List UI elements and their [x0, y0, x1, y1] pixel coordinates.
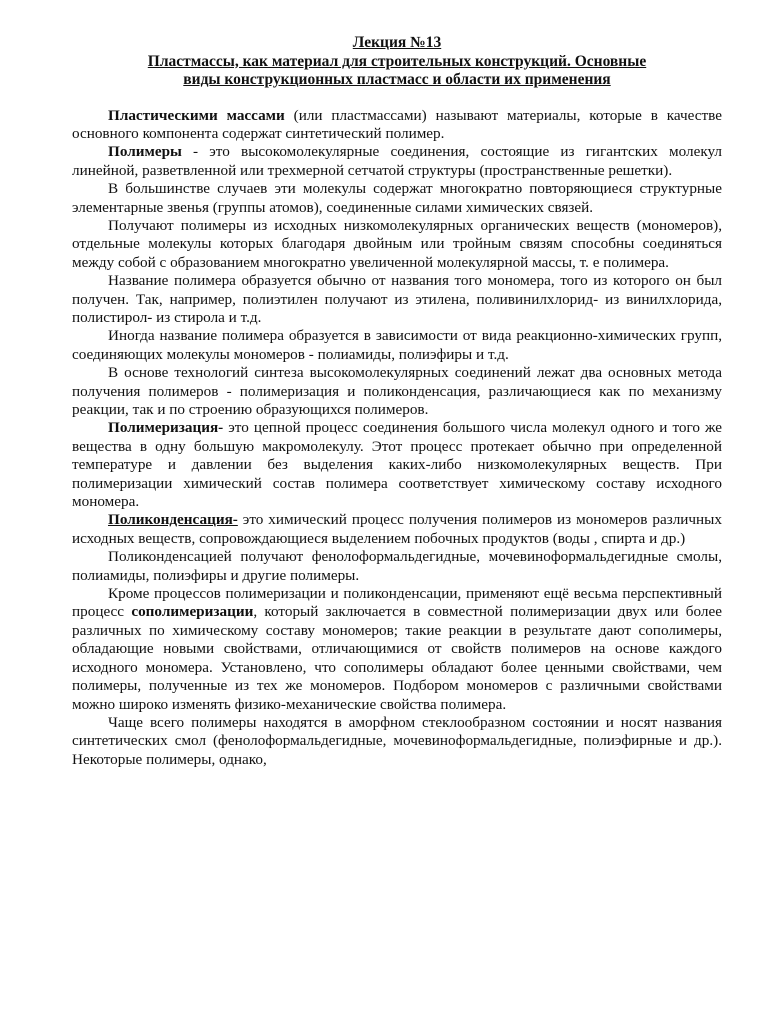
- paragraph-text: , который заключается в совместной полимеризации двух или более различных по химическому составу мономеров; такие реакции в результате дают сополимеры, обладающие новыми свойствами, отличающимися от свойств полимеров на основе каждого исходного мономера. Установлено, что сополимеры обладают более ценными свойствами, чем полимеры, полученные из тех же мономеров. Подбором мономеров с различными свойствами можно широко изменять физико-механические свойства полимера.: [72, 603, 722, 713]
- paragraph-text: это цепной процесс соединения большого числа молекул одного и того же вещества в одну большую макромолекулу. Этот процесс протекает обычно при определенной температуре и давлении без выделения каких-либо низкомолекулярных веществ. При полимеризации химический состав полимера соответствует химическому составу исходного мономера.: [72, 419, 722, 511]
- paragraph-molecules: В большинстве случаев эти молекулы содержат многократно повторяющиеся структурные элементарные звенья (группы атомов), соединенные силами химических связей.: [72, 180, 722, 216]
- lecture-title-line-1: Пластмассы, как материал для строительных конструкций. Основные: [147, 52, 647, 70]
- term-polycondensation: Поликонденсация-: [108, 511, 238, 529]
- lecture-title-line-2: виды конструкционных пластмасс и области их применения: [183, 71, 611, 88]
- lecture-header: [72, 34, 722, 90]
- paragraph-text: - это высокомолекулярные соединения, состоящие из гигантских молекул линейной, разветвленной или трехмерной сетчатой структуры (пространственные решетки).: [72, 143, 722, 179]
- document-body: [72, 107, 722, 770]
- paragraph-text: Кроме процессов полимеризации и поликонденсации, применяют ещё весьма перспективный процесс: [72, 585, 722, 621]
- paragraph-polymers-definition: [72, 143, 722, 180]
- term-polymers: Полимеры: [108, 143, 182, 161]
- lecture-number: Лекция №13: [352, 34, 442, 51]
- paragraph-plastics-definition: [72, 107, 722, 144]
- paragraph-polycondensation-products: Поликонденсацией получают фенолоформальдегидные, мочевиноформальдегидные смолы, полиамиды, полиэфиры и другие полимеры.: [72, 548, 722, 584]
- paragraph-monomers: Получают полимеры из исходных низкомолекулярных органических веществ (мономеров), отдельные молекулы которых благодаря двойным или тройным связям способны соединяться между собой с образованием многократно увеличенной молекулярной массы, т. е полимера.: [72, 216, 722, 271]
- term-polymerization: Полимеризация-: [108, 419, 224, 437]
- term-plastics: Пластическими массами: [108, 106, 285, 124]
- document-page: [72, 34, 722, 769]
- paragraph-polycondensation: [72, 511, 722, 548]
- paragraph-copolymerization: [72, 585, 722, 714]
- paragraph-polymer-naming: Название полимера образуется обычно от названия того мономера, того из которого он был получен. Так, например, полиэтилен получают из этилена, поливинилхлорид- из винилхлорида, полистирол- из стирола и т.д.: [72, 272, 722, 326]
- paragraph-text: это химический процесс получения полимеров из мономеров различных исходных веществ, сопровождающиеся выделением побочных продуктов (воды , спирта и др.): [72, 511, 722, 547]
- paragraph-amorphous-state: Чаще всего полимеры находятся в аморфном стеклообразном состоянии и носят названия синтетических смол (фенолоформальдегидные, мочевиноформальдегидные, полиэфирные и др.). Некоторые полимеры, однако,: [72, 713, 722, 768]
- term-copolymerization: сополимеризации: [131, 603, 254, 621]
- paragraph-naming-by-groups: Иногда название полимера образуется в зависимости от вида реакционно-химических групп, соединяющих молекулы мономеров - полиамиды, полиэфиры и т.д.: [72, 327, 722, 363]
- paragraph-text: (или пластмассами) называют материалы, которые в качестве основного компонента содержат синтетический полимер.: [72, 106, 723, 142]
- paragraph-polymerization: [72, 419, 722, 511]
- paragraph-synthesis-methods: В основе технологий синтеза высокомолекулярных соединений лежат два основных метода получения полимеров - полимеризация и поликонденсация, различающиеся как по механизму реакции, так и по строению образующихся полимеров.: [72, 364, 722, 418]
